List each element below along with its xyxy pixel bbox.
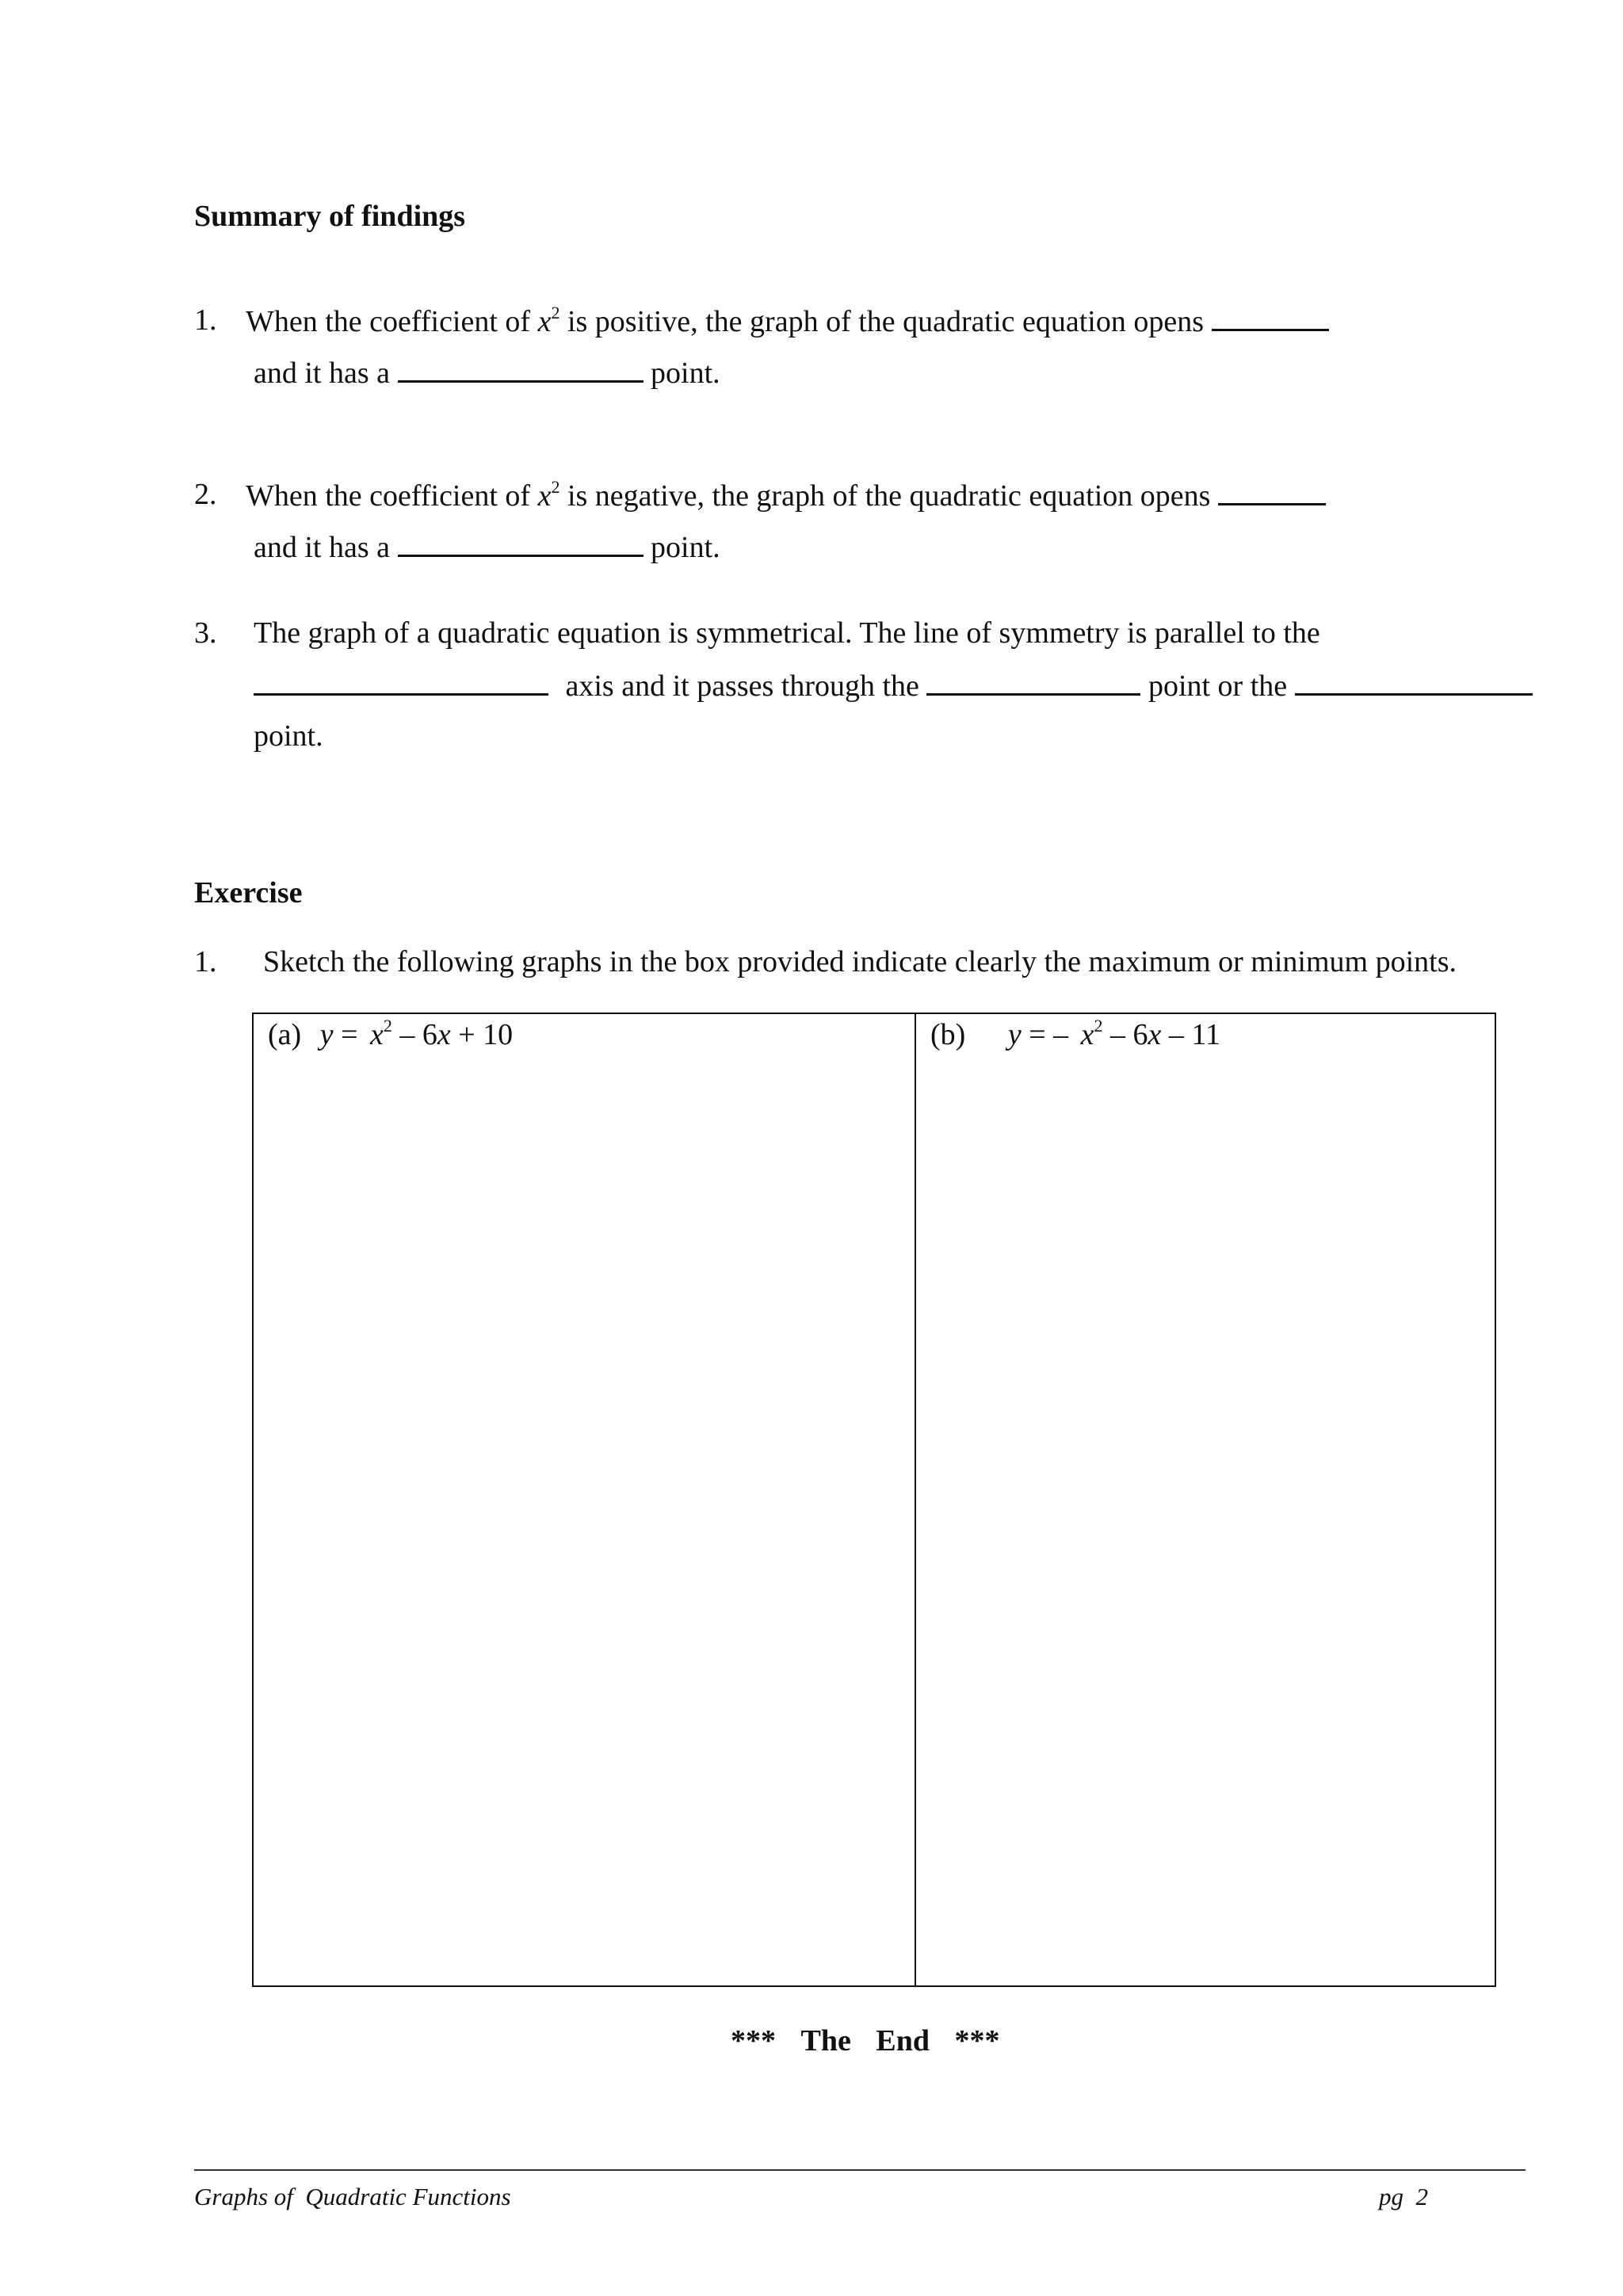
- answer-box-a[interactable]: [252, 1013, 916, 1987]
- item3-line3: point.: [254, 719, 323, 753]
- item3-blank-point2[interactable]: [1295, 669, 1533, 696]
- item1-blank-direction[interactable]: [1212, 305, 1329, 331]
- equation-a-rest-b: + 10: [458, 1018, 514, 1051]
- item1-line1-part-a: When the coefficient of: [246, 305, 531, 338]
- summary-heading: Summary of findings: [194, 200, 466, 233]
- item1-exp: 2: [551, 303, 560, 322]
- equation-b-x: x: [1080, 1018, 1094, 1051]
- end-stars-right: ***: [954, 2024, 1000, 2058]
- item1-line1-part-b: is positive, the graph of the quadratic equation opens: [567, 305, 1205, 338]
- equation-b-exp: 2: [1094, 1016, 1103, 1035]
- equation-a-x: x: [370, 1018, 384, 1051]
- equation-b-rest-a: – 6: [1110, 1018, 1148, 1051]
- equation-a-exp: 2: [383, 1016, 392, 1035]
- item3-line2-part-a: axis and it passes through the: [565, 669, 919, 703]
- item2-var: x: [537, 479, 552, 513]
- item3-line1: The graph of a quadratic equation is symmetrical. The line of symmetry is parallel to the: [254, 616, 1320, 650]
- equation-b-rest-b: – 11: [1168, 1018, 1220, 1051]
- item2-line2: [254, 531, 720, 563]
- item3-blank-point1[interactable]: [926, 669, 1140, 696]
- item3-blank-axis[interactable]: [254, 669, 548, 696]
- equation-b-y: y: [1007, 1018, 1022, 1051]
- item1-line2-part-a: and it has a: [254, 357, 391, 390]
- the-end: [731, 2026, 999, 2056]
- item3-number: 3.: [194, 616, 217, 650]
- item3-line2-part-b: point or the: [1148, 669, 1288, 703]
- exercise-item1-number: 1.: [194, 945, 217, 978]
- item1-line2: [254, 357, 720, 388]
- item2-blank-direction[interactable]: [1218, 479, 1326, 505]
- end-word-end: End: [876, 2024, 930, 2058]
- item1-number: 1.: [194, 303, 217, 337]
- end-stars-left: ***: [731, 2024, 776, 2058]
- equation-a-x2: x: [437, 1018, 451, 1051]
- exercise-item1-text: Sketch the following graphs in the box provided indicate clearly the maximum or minimum points.: [263, 945, 1457, 978]
- item2-line1-part-b: is negative, the graph of the quadratic equation opens: [567, 479, 1211, 513]
- item2-line2-part-a: and it has a: [254, 531, 391, 564]
- item1-line2-part-b: point.: [651, 357, 720, 390]
- footer-page-number: pg 2: [1379, 2183, 1428, 2210]
- equation-a: [268, 1016, 514, 1051]
- answer-box-b[interactable]: [915, 1013, 1496, 1987]
- item1-line1: [246, 305, 1329, 337]
- equation-a-rest-a: – 6: [399, 1018, 437, 1051]
- end-word-the: The: [800, 2024, 851, 2058]
- item2-line2-part-b: point.: [651, 531, 720, 564]
- footer-rule: [194, 2169, 1526, 2171]
- exercise-heading: Exercise: [194, 876, 303, 910]
- equation-a-y: y: [319, 1018, 334, 1051]
- equation-b-label: (b): [930, 1018, 966, 1051]
- item3-line2: [254, 669, 1533, 701]
- item2-exp: 2: [551, 477, 560, 497]
- item1-var: x: [537, 305, 552, 338]
- equation-a-label: (a): [268, 1018, 302, 1051]
- footer-title: Graphs of Quadratic Functions: [194, 2183, 511, 2210]
- item2-number: 2.: [194, 478, 217, 511]
- equation-a-equals: =: [341, 1018, 358, 1051]
- equation-b: [930, 1016, 1220, 1051]
- item2-line1: [246, 479, 1326, 511]
- item2-blank-point[interactable]: [398, 531, 643, 557]
- item1-blank-point[interactable]: [398, 357, 643, 383]
- item2-line1-part-a: When the coefficient of: [246, 479, 531, 513]
- equation-b-x2: x: [1148, 1018, 1162, 1051]
- equation-b-equals: = –: [1029, 1018, 1069, 1051]
